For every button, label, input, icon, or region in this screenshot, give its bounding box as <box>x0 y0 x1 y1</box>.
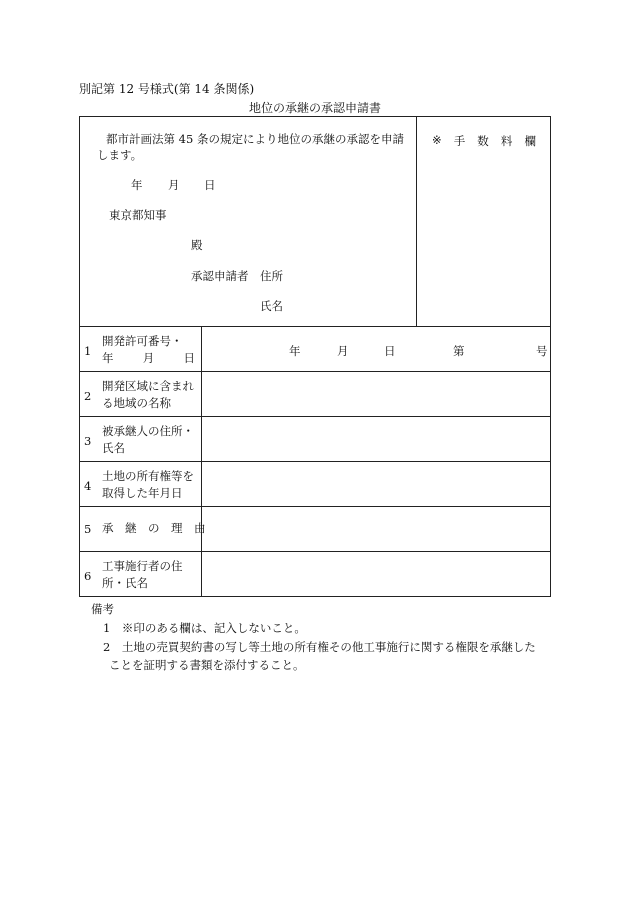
label-column-divider <box>201 326 202 597</box>
fee-char: 数 <box>477 134 489 148</box>
row-divider <box>79 551 551 552</box>
row-number: 6 <box>84 569 92 583</box>
note-item-1: 1 ※印のある欄は、記入しないこと。 <box>103 621 306 635</box>
application-statement-line1: 都市計画法第 45 条の規定により地位の承継の承認を申請 <box>106 132 404 146</box>
fee-char: 料 <box>500 134 513 148</box>
address-label: 住所 <box>260 269 283 283</box>
row1-year: 年 <box>102 351 114 365</box>
row-number: 2 <box>84 389 92 403</box>
name-label: 氏名 <box>260 299 283 313</box>
row-number: 5 <box>84 522 92 536</box>
row-divider <box>79 416 551 417</box>
row-number: 4 <box>84 479 92 493</box>
row-divider <box>79 371 551 372</box>
row-divider <box>79 461 551 462</box>
row-number: 1 <box>84 344 92 358</box>
row-divider <box>79 326 551 327</box>
applicant-label: 承認申請者 <box>191 269 249 283</box>
honorific: 殿 <box>191 238 203 252</box>
row-label-line1 <box>102 333 195 350</box>
row1-value-dai: 第 <box>453 344 465 358</box>
fee-char: ※ <box>432 133 442 147</box>
row-label-text: 開発許可番号・ <box>102 334 183 348</box>
note-item-2-line1: 2 土地の売買契約書の写し等土地の所有権その他工事施行に関する権限を承継した <box>103 640 536 654</box>
row1-value-go: 号 <box>536 344 548 358</box>
row-label-line2: 氏名 <box>102 441 125 455</box>
notes-heading: 備考 <box>91 602 114 616</box>
date-month-label: 月 <box>168 178 180 192</box>
row-number: 3 <box>84 434 92 448</box>
row1-value-year: 年 <box>289 344 301 358</box>
addressee: 東京都知事 <box>109 208 167 222</box>
row-label-line1: 土地の所有権等を <box>102 469 194 483</box>
row-label-line1: 被承継人の住所・ <box>102 424 194 438</box>
application-statement-line2: します。 <box>97 148 143 162</box>
row1-month: 月 <box>142 351 155 365</box>
row-label-line1: 承 継 の 理 由 <box>102 521 206 535</box>
row1-value-day: 日 <box>384 344 396 358</box>
row1-value-month: 月 <box>337 344 349 358</box>
fee-char: 手 <box>453 134 466 148</box>
row-label-line2: 所・氏名 <box>102 576 148 590</box>
row-label-line2 <box>102 350 195 367</box>
note-item-2-line2: ことを証明する書類を添付すること。 <box>109 658 305 672</box>
row-label-line2: 取得した年月日 <box>102 486 183 500</box>
fee-char: 欄 <box>524 134 536 148</box>
row-divider <box>79 506 551 507</box>
fee-box-divider <box>416 116 417 327</box>
form-title: 地位の承継の承認申請書 <box>248 101 381 115</box>
row-label-line1: 開発区域に含まれ <box>102 379 194 393</box>
row-label-line2: る地域の名称 <box>102 396 171 410</box>
date-year-label: 年 <box>131 178 143 192</box>
row1-day: 日 <box>183 351 195 365</box>
form-reference: 別記第 12 号様式(第 14 条関係) <box>79 82 255 96</box>
date-day-label: 日 <box>204 178 216 192</box>
fee-box-label <box>432 133 536 149</box>
row-label-line1: 工事施行者の住 <box>102 559 183 573</box>
